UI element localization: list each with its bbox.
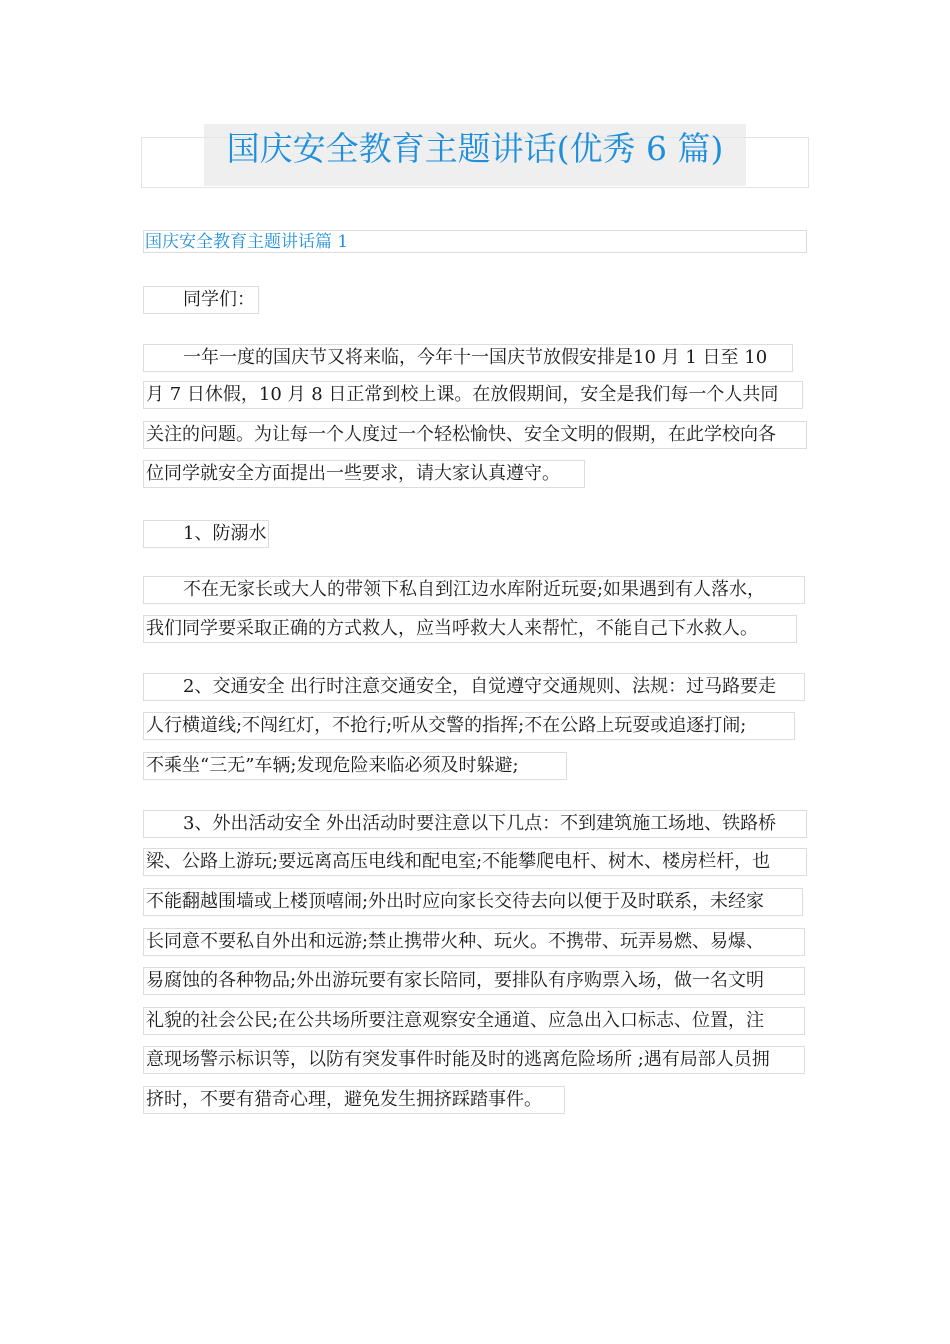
item2-line: 人行横道线;不闯红灯，不抢行;听从交警的指挥;不在公路上玩耍或追逐打闹;: [143, 712, 795, 740]
item1-line: 不在无家长或大人的带领下私自到江边水库附近玩耍;如果遇到有人落水，: [143, 576, 805, 604]
item3-line: 不能翻越围墙或上楼顶嘻闹;外出时应向家长交待去向以便于及时联系，未经家: [143, 888, 803, 916]
item3-line: 挤时，不要有猎奇心理，避免发生拥挤踩踏事件。: [143, 1086, 565, 1114]
intro-line: 一年一度的国庆节又将来临，今年十一国庆节放假安排是10 月 1 日至 10: [143, 344, 793, 372]
item2-line: 2、交通安全 出行时注意交通安全，自觉遵守交通规则、法规：过马路要走: [143, 673, 805, 701]
item3-line: 礼貌的社会公民;在公共场所要注意观察安全通道、应急出入口标志、位置，注: [143, 1007, 805, 1035]
item3-line: 3、外出活动安全 外出活动时要注意以下几点：不到建筑施工场地、铁路桥: [143, 810, 807, 838]
item3-line: 长同意不要私自外出和远游;禁止携带火种、玩火。不携带、玩弄易燃、易爆、: [143, 928, 805, 956]
intro-line: 位同学就安全方面提出一些要求，请大家认真遵守。: [143, 460, 585, 488]
intro-line: 月 7 日休假，10 月 8 日正常到校上课。在放假期间，安全是我们每一个人共同: [143, 381, 803, 409]
item1-line: 我们同学要采取正确的方式救人，应当呼救大人来帮忙，不能自己下水救人。: [143, 615, 797, 643]
item3-line: 意现场警示标识等，以防有突发事件时能及时的逃离危险场所 ;遇有局部人员拥: [143, 1046, 805, 1074]
item3-line: 易腐蚀的各种物品;外出游玩要有家长陪同，要排队有序购票入场，做一名文明: [143, 967, 805, 995]
greeting: 同学们：: [143, 286, 259, 314]
section-heading: 国庆安全教育主题讲话篇 1: [143, 230, 807, 253]
intro-line: 关注的问题。为让每一个人度过一个轻松愉快、安全文明的假期，在此学校向各: [143, 421, 807, 449]
item1-heading: 1、防溺水: [143, 520, 269, 548]
page-title: 国庆安全教育主题讲话(优秀 6 篇): [226, 129, 724, 168]
item3-line: 梁、公路上游玩;要远离高压电线和配电室;不能攀爬电杆、树木、楼房栏杆，也: [143, 848, 807, 876]
item2-line: 不乘坐“三无”车辆;发现危险来临必须及时躲避;: [143, 752, 567, 780]
